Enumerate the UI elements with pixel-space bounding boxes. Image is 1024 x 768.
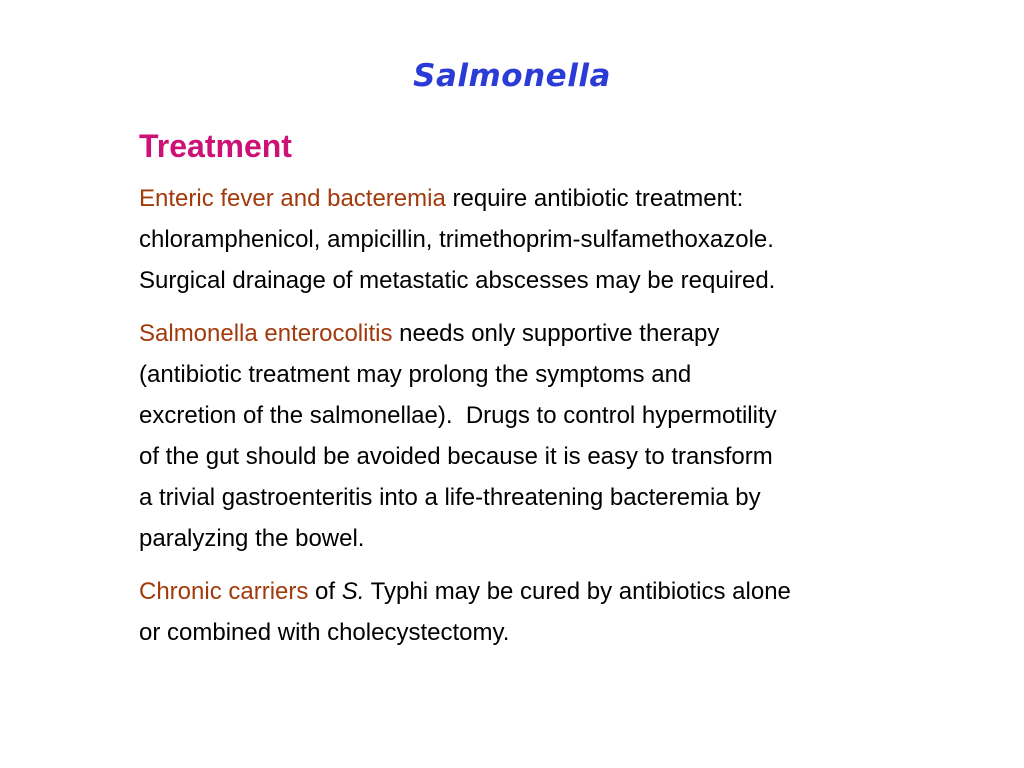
paragraph-line: of the gut should be avoided because it is easy to transform xyxy=(139,443,773,470)
highlighted-term: Chronic carriers xyxy=(139,578,309,605)
paragraph-line xyxy=(139,313,939,354)
line-text: Typhi may be cured by antibiotics alone xyxy=(364,578,791,605)
slide-title: Salmonella xyxy=(413,58,611,94)
highlighted-term: Salmonella enterocolitis xyxy=(139,320,393,347)
paragraph-line xyxy=(139,178,939,219)
paragraph-line: Surgical drainage of metastatic abscesses may be required. xyxy=(139,267,776,294)
line-text: of xyxy=(308,578,342,605)
highlighted-term: Enteric fever and bacteremia xyxy=(139,185,446,212)
section-heading: Treatment xyxy=(139,128,292,164)
paragraph-enteric-fever xyxy=(139,178,939,301)
paragraph-line: a trivial gastroenteritis into a life-threatening bacteremia by xyxy=(139,484,761,511)
paragraph-line: or combined with cholecystectomy. xyxy=(139,619,510,646)
paragraph-chronic-carriers xyxy=(139,571,939,653)
paragraph-enterocolitis xyxy=(139,313,939,559)
paragraph-line: paralyzing the bowel. xyxy=(139,525,365,552)
paragraph-line: excretion of the salmonellae). Drugs to control hypermotility xyxy=(139,402,777,429)
line-text: needs only supportive therapy xyxy=(392,320,720,347)
paragraph-line: (antibiotic treatment may prolong the symptoms and xyxy=(139,361,692,388)
line-text: require antibiotic treatment: xyxy=(445,185,744,212)
slide-content xyxy=(139,126,939,665)
paragraph-line: chloramphenicol, ampicillin, trimethoprim-sulfamethoxazole. xyxy=(139,226,774,253)
italic-genus: S. xyxy=(341,578,365,605)
paragraph-line xyxy=(139,571,939,612)
